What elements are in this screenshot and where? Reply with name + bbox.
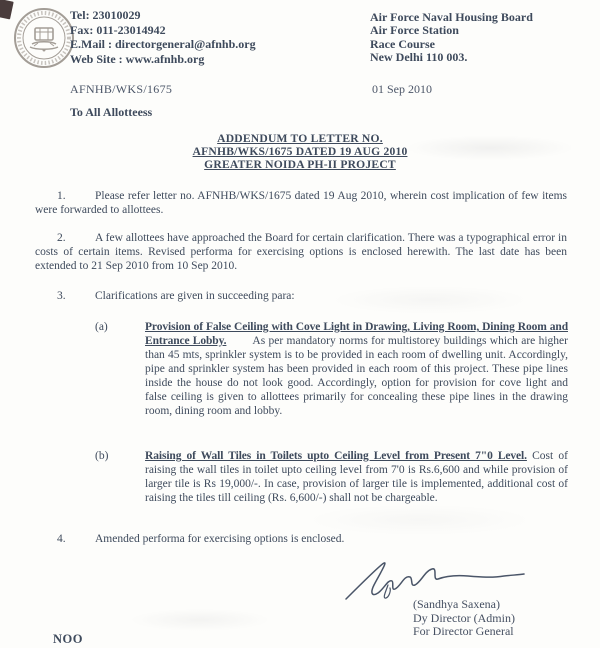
sub-paragraph-a-body: As per mandatory norms for multistorey buildings which are higher than 45 mts, sprinkler system is to be provided in each room of dwelling unit. Accordingly, pipe and sprinkler system has been provided in each room of this project. These pipe lines inside the house do not look good. Accordingly, option for provision for cove light and false ceiling is given to allottees primarily for concealing these pipe lines in the drawing room, dining room and lobby.	[145, 335, 568, 417]
address-line: New Delhi 110 003.	[370, 50, 468, 65]
paragraph-4	[35, 532, 567, 546]
recipient-line: To All Allotteess	[70, 105, 153, 119]
footer-mark: NOO	[53, 632, 83, 646]
letterhead-address-block	[370, 11, 533, 65]
sub-paragraph-b-content	[145, 449, 568, 505]
title-line-2: AFNHB/WKS/1675 DATED 19 AUG 2010	[192, 145, 408, 159]
letterhead-contact-block	[70, 8, 256, 66]
contact-website: Web Site : www.afnhb.org	[70, 51, 205, 66]
paragraph-4-text: Amended performa for exercising options is enclosed.	[95, 533, 345, 545]
paragraph-1-text: Please refer letter no. AFNHB/WKS/1675 dated 19 Aug 2010, wherein cost implication of few items were forwarded to allottees.	[35, 190, 567, 216]
paragraph-1-number: 1.	[57, 190, 66, 202]
signatory-designation: Dy Director (Admin)	[413, 610, 515, 625]
paragraph-1	[35, 189, 567, 217]
address-line: Air Force Station	[370, 23, 459, 38]
address-line: Air Force Naval Housing Board	[370, 10, 533, 24]
sub-paragraph-a-label: (a)	[95, 321, 108, 333]
address-line: Race Course	[370, 36, 435, 51]
letter-date: 01 Sep 2010	[372, 82, 432, 96]
paragraph-2	[35, 231, 567, 273]
signature-block	[413, 598, 515, 639]
sub-paragraph-a-heading: Provision of False Ceiling with Cove Light in Drawing, Living Room, Dining Room and Entrance Lobby.	[145, 321, 568, 347]
signatory-name: (Sandhya Saxena)	[413, 597, 500, 611]
title-line-3: GREATER NOIDA PH-II PROJECT	[204, 158, 396, 172]
sub-paragraph-a-content	[145, 320, 568, 418]
sub-paragraph-b-label: (b)	[95, 450, 109, 462]
paragraph-2-text: A few allottees have approached the Board for certain clarification. There was a typographical error in costs of certain items. Revised performa for exercising options is enclosed herewith. The last date has been extended to 21 Sep 2010 from 10 Sep 2010.	[35, 232, 567, 272]
contact-tel: Tel: 23010029	[70, 8, 141, 22]
paragraph-3-number: 3.	[57, 290, 66, 302]
paragraph-3	[35, 289, 567, 303]
letter-title	[0, 132, 600, 172]
contact-email: E.Mail : directorgeneral@afnhb.org	[70, 37, 256, 52]
contact-fax: Fax: 011-23014942	[70, 22, 166, 37]
signatory-on-behalf: For Director General	[413, 624, 514, 639]
paragraph-3-text: Clarifications are given in succeeding para:	[95, 290, 295, 302]
sub-paragraph-b-heading: Raising of Wall Tiles in Toilets upto Ceiling Level from Present 7"0 Level.	[145, 450, 527, 462]
reference-number: AFNHB/WKS/1675	[70, 82, 173, 96]
paragraph-4-number: 4.	[57, 533, 66, 545]
paragraph-2-number: 2.	[57, 232, 66, 244]
title-line-1: ADDENDUM TO LETTER NO.	[217, 132, 383, 145]
afnhb-seal-icon	[12, 6, 76, 70]
sub-paragraph-b-body: Cost of raising the wall tiles in toilet upto ceiling level from 7'0 is Rs.6,600 and while provision of larger tile is Rs 19,000/-. In case, provision of larger tile is implemented, additional cost of raising the tiles till ceiling (Rs. 6,600/-) shall not be chargeable.	[145, 450, 568, 504]
